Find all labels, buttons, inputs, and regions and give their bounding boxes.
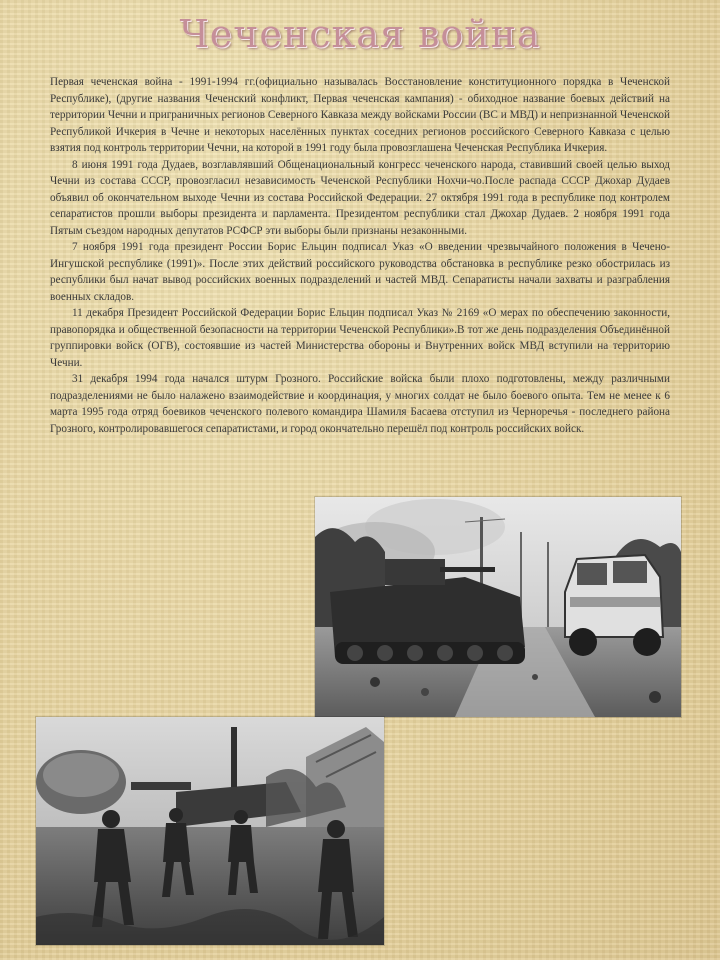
paragraph-4: 11 декабря Президент Российской Федерации Борис Ельцин подписал Указ № 2169 «О мерах по обеспечению законности, правопорядка и общественной безопасности на территории Чеченской Республики».В тот же день подразделения Объединённой группировки войск (ОГВ), состоявшие из частей Министерства обороны и Внутренних войск МВД вступили на территорию Чечни. xyxy=(50,307,670,369)
paragraph-1: Первая чеченская война - 1991-1994 гг.(официально называлась Восстановление конституционного порядка в Чеченской Республике), (другие названия Чеченский конфликт, Первая чеченская кампания) - обиходное название боевых действий на территории Чечни и приграничных регионов Северного Кавказа между войсками России (ВС и МВД) и непризнанной Чеченской Республикой Ичкерия в Чечне и некоторых населённых пунктах соседних регионов российского Северного Кавказа с целью взятия под контроль территории Чечни, на которой в 1991 году была провозглашена Чеченская Республика Ичкерия. xyxy=(50,76,670,154)
paragraph-3: 7 ноября 1991 года президент России Борис Ельцин подписал Указ «О введении чрезвычайного положения в Чечено-Ингушской республике (1991)». После этих действий российского руководства обстановка в республике резко обострилась из республики был начат вывод российских военных подразделений и частей МВД. Сепаратисты начали захваты и разграбления военных складов. xyxy=(50,241,670,303)
article-text xyxy=(50,74,670,437)
paragraph-2: 8 июня 1991 года Дудаев, возглавлявший Общенациональный конгресс чеченского народа, ставивший своей целью выход Чечни из состава СССР, провозгласил независимость Чеченской Республики Нохчи-чо.После распада СССР Джохар Дудаев объявил об окончательном выходе Чечни из состава Российской Федерации. 27 октября 1991 года в республике под контролем сепаратистов прошли выборы президента и парламента. Президентом республики стал Джохар Дудаев. 2 ноября 1991 года Пятым съездом народных депутатов РСФСР эти выборы были признаны незаконными. xyxy=(50,158,670,237)
photo-armored-vehicle-jeep xyxy=(315,497,681,717)
page-title: Чеченская война xyxy=(179,12,541,56)
paragraph-5: 31 декабря 1994 года начался штурм Грозного. Российские войска были плохо подготовлены, между различными подразделениями не было налажено взаимодействие и координация, у многих солдат не было боевого опыта. Тем не менее к 6 марта 1995 года отряд боевиков чеченского полевого командира Шамиля Басаева отступил из Черноречья - последнего района Грозного, контролировавшегося сепаратистами, и город окончательно перешёл под контроль российских войск. xyxy=(50,373,670,435)
photo-soldiers-advancing xyxy=(36,717,384,945)
